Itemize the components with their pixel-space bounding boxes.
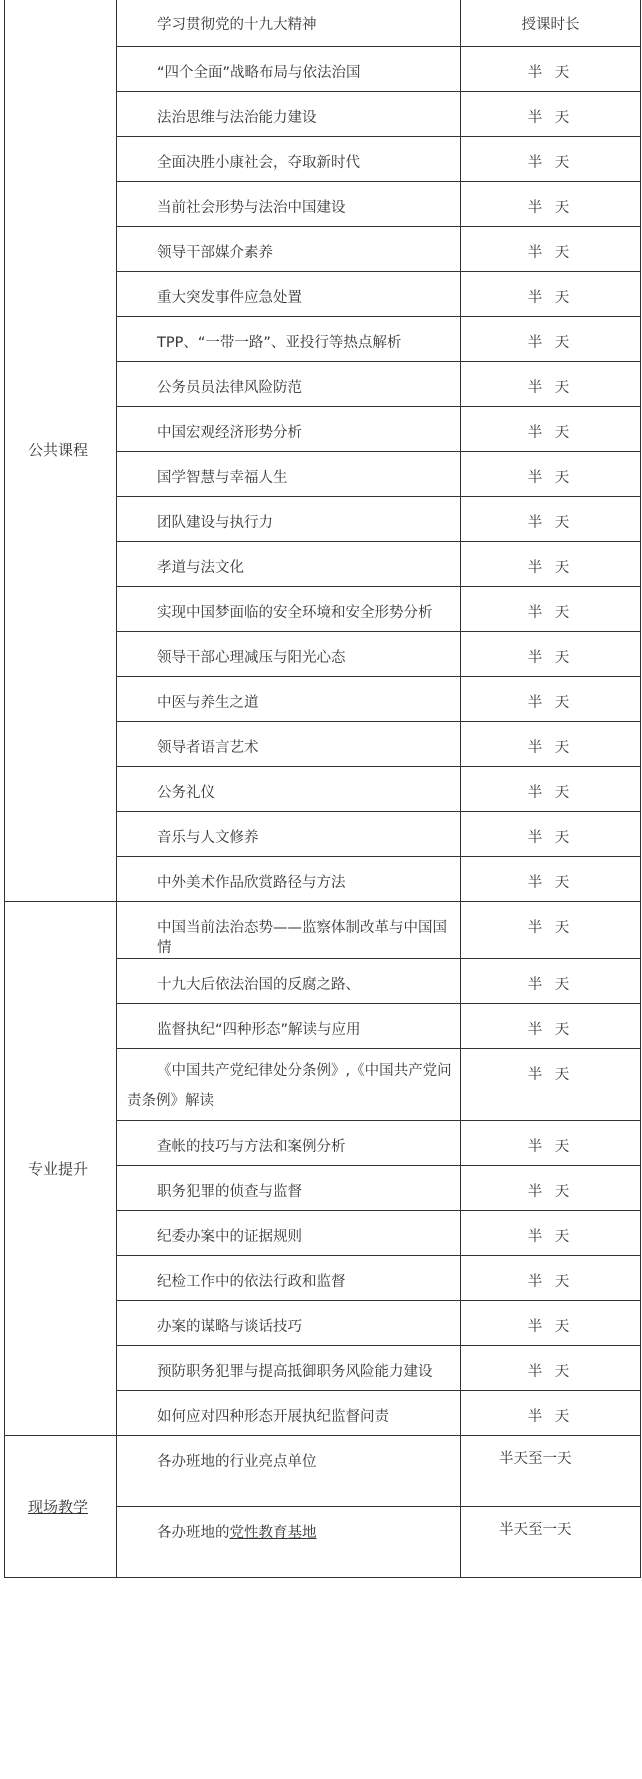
course-name: 公务礼仪 [157, 785, 215, 801]
course-name: 纪委办案中的证据规则 [157, 1229, 302, 1245]
course-name: 中外美术作品欣赏路径与方法 [157, 875, 346, 891]
duration-value: 半 天 [527, 380, 574, 396]
course-name-cell [117, 1121, 461, 1166]
duration-cell [461, 497, 641, 542]
course-name: 孝道与法文化 [157, 560, 244, 576]
duration-cell [461, 1211, 641, 1256]
course-name-cell [117, 452, 461, 497]
duration-cell [461, 902, 641, 959]
course-name-cell [117, 677, 461, 722]
course-table [4, 0, 641, 1578]
duration-value: 半天至一天 [499, 1522, 572, 1538]
duration-value: 半 天 [527, 425, 574, 441]
course-name-cell [117, 1256, 461, 1301]
duration-cell [461, 587, 641, 632]
duration-cell [461, 452, 641, 497]
course-name: 当前社会形势与法治中国建设 [157, 200, 346, 216]
table-row [5, 0, 641, 47]
duration-cell [461, 1049, 641, 1121]
course-table-body [5, 0, 641, 1578]
duration-value: 半 天 [527, 200, 574, 216]
course-name: “四个全面”战略布局与依法治国 [157, 65, 361, 81]
duration-cell [461, 1166, 641, 1211]
course-name-cell [117, 1391, 461, 1436]
course-name: 国学智慧与幸福人生 [157, 470, 288, 486]
course-name: 预防职务犯罪与提高抵御职务风险能力建设 [157, 1364, 433, 1380]
course-name-cell [117, 362, 461, 407]
course-name-cell [117, 137, 461, 182]
course-name-cell [117, 92, 461, 137]
course-name: 公务员员法律风险防范 [157, 380, 302, 396]
duration-value: 授课时长 [521, 17, 580, 33]
course-name-cell [117, 767, 461, 812]
course-name-cell [117, 272, 461, 317]
duration-cell [461, 767, 641, 812]
course-name: 音乐与人文修养 [157, 830, 259, 846]
duration-value: 半 天 [527, 605, 574, 621]
course-name: 领导干部媒介素养 [157, 245, 273, 261]
duration-cell [461, 272, 641, 317]
course-name: 领导干部心理减压与阳光心态 [157, 650, 346, 666]
course-name-cell [117, 959, 461, 1004]
duration-cell [461, 959, 641, 1004]
duration-cell [461, 1436, 641, 1507]
duration-cell [461, 227, 641, 272]
duration-value: 半 天 [527, 1229, 574, 1245]
duration-cell [461, 632, 641, 677]
course-name: 查帐的技巧与方法和案例分析 [157, 1139, 346, 1155]
course-name: 监督执纪“四种形态”解读与应用 [157, 1022, 361, 1038]
course-name-cell [117, 1436, 461, 1507]
course-name: 职务犯罪的侦查与监督 [157, 1184, 302, 1200]
duration-cell [461, 812, 641, 857]
course-name-cell [117, 1166, 461, 1211]
course-name: 中医与养生之道 [157, 695, 259, 711]
duration-cell [461, 407, 641, 452]
course-name: 如何应对四种形态开展执纪监督问责 [157, 1409, 389, 1425]
course-name-cell [117, 857, 461, 902]
duration-value: 半 天 [527, 650, 574, 666]
duration-cell [461, 1301, 641, 1346]
duration-value: 半 天 [527, 1022, 574, 1038]
duration-cell [461, 1507, 641, 1578]
duration-value: 半 天 [527, 515, 574, 531]
duration-value: 半 天 [527, 1274, 574, 1290]
course-name-cell [117, 812, 461, 857]
duration-value: 半 天 [527, 1364, 574, 1380]
course-name-cell [117, 542, 461, 587]
course-name: 法治思维与法治能力建设 [157, 110, 317, 126]
duration-value: 半 天 [527, 560, 574, 576]
table-row [5, 1436, 641, 1507]
duration-cell [461, 722, 641, 767]
duration-value: 半 天 [527, 1184, 574, 1200]
course-name: 各办班地的行业亮点单位 [157, 1454, 317, 1470]
course-name: 领导者语言艺术 [157, 740, 259, 756]
duration-value: 半天至一天 [499, 1451, 572, 1467]
course-name-cell [117, 1507, 461, 1578]
duration-cell [461, 182, 641, 227]
duration-header [461, 0, 641, 47]
course-name-cell [117, 587, 461, 632]
course-name: 重大突发事件应急处置 [157, 290, 302, 306]
duration-value: 半 天 [527, 977, 574, 993]
duration-value: 半 天 [527, 1139, 574, 1155]
course-name-cell [117, 1004, 461, 1049]
course-name-cell [117, 1346, 461, 1391]
duration-value: 半 天 [527, 740, 574, 756]
course-name: 中国宏观经济形势分析 [157, 425, 302, 441]
course-name: 各办班地的党性教育基地 [157, 1525, 317, 1541]
category-cell [5, 902, 117, 1436]
course-name-cell [117, 902, 461, 959]
duration-value: 半 天 [527, 65, 574, 81]
course-name-cell [117, 1049, 461, 1121]
course-name-cell [117, 632, 461, 677]
duration-cell [461, 47, 641, 92]
course-name: 办案的谋略与谈话技巧 [157, 1319, 302, 1335]
course-name: 中国当前法治态势——监察体制改革与中国国情 [157, 920, 447, 956]
duration-value: 半 天 [527, 335, 574, 351]
duration-value: 半 天 [527, 1067, 574, 1083]
course-name: 团队建设与执行力 [157, 515, 273, 531]
course-name-cell [117, 0, 461, 47]
duration-value: 半 天 [527, 155, 574, 171]
course-name-cell [117, 47, 461, 92]
course-name: 纪检工作中的依法行政和监督 [157, 1274, 346, 1290]
course-name-cell [117, 497, 461, 542]
course-name-cell [117, 722, 461, 767]
duration-value: 半 天 [527, 110, 574, 126]
course-name-cell [117, 182, 461, 227]
duration-value: 半 天 [527, 785, 574, 801]
course-name-cell [117, 1301, 461, 1346]
duration-value: 半 天 [527, 1409, 574, 1425]
table-row [5, 902, 641, 959]
duration-value: 半 天 [527, 470, 574, 486]
duration-value: 半 天 [527, 245, 574, 261]
course-name-cell [117, 407, 461, 452]
category-label: 专业提升 [28, 1159, 89, 1178]
course-name: 十九大后依法治国的反腐之路、 [157, 977, 360, 993]
course-name-cell [117, 1211, 461, 1256]
course-name-cell [117, 227, 461, 272]
duration-value: 半 天 [527, 695, 574, 711]
category-cell [5, 0, 117, 902]
duration-cell [461, 542, 641, 587]
course-name: 《中国共产党纪律处分条例》,《中国共产党问责条例》解读 [127, 1063, 452, 1109]
duration-value: 半 天 [527, 875, 574, 891]
duration-cell [461, 1346, 641, 1391]
duration-cell [461, 1256, 641, 1301]
course-name: 实现中国梦面临的安全环境和安全形势分析 [157, 605, 433, 621]
duration-cell [461, 362, 641, 407]
duration-cell [461, 857, 641, 902]
duration-cell [461, 1391, 641, 1436]
duration-value: 半 天 [527, 830, 574, 846]
course-name: 学习贯彻党的十九大精神 [157, 17, 317, 33]
duration-cell [461, 677, 641, 722]
duration-cell [461, 1121, 641, 1166]
course-name-cell [117, 317, 461, 362]
duration-cell [461, 92, 641, 137]
duration-value: 半 天 [527, 920, 574, 936]
category-cell [5, 1436, 117, 1578]
duration-cell [461, 1004, 641, 1049]
duration-cell [461, 317, 641, 362]
duration-value: 半 天 [527, 1319, 574, 1335]
category-label: 公共课程 [28, 441, 89, 459]
duration-value: 半 天 [527, 290, 574, 306]
course-name: 全面决胜小康社会，夺取新时代 [157, 155, 360, 171]
course-name: TPP、“一带一路”、亚投行等热点解析 [157, 335, 402, 351]
duration-cell [461, 137, 641, 182]
category-label: 现场教学 [28, 1497, 89, 1516]
